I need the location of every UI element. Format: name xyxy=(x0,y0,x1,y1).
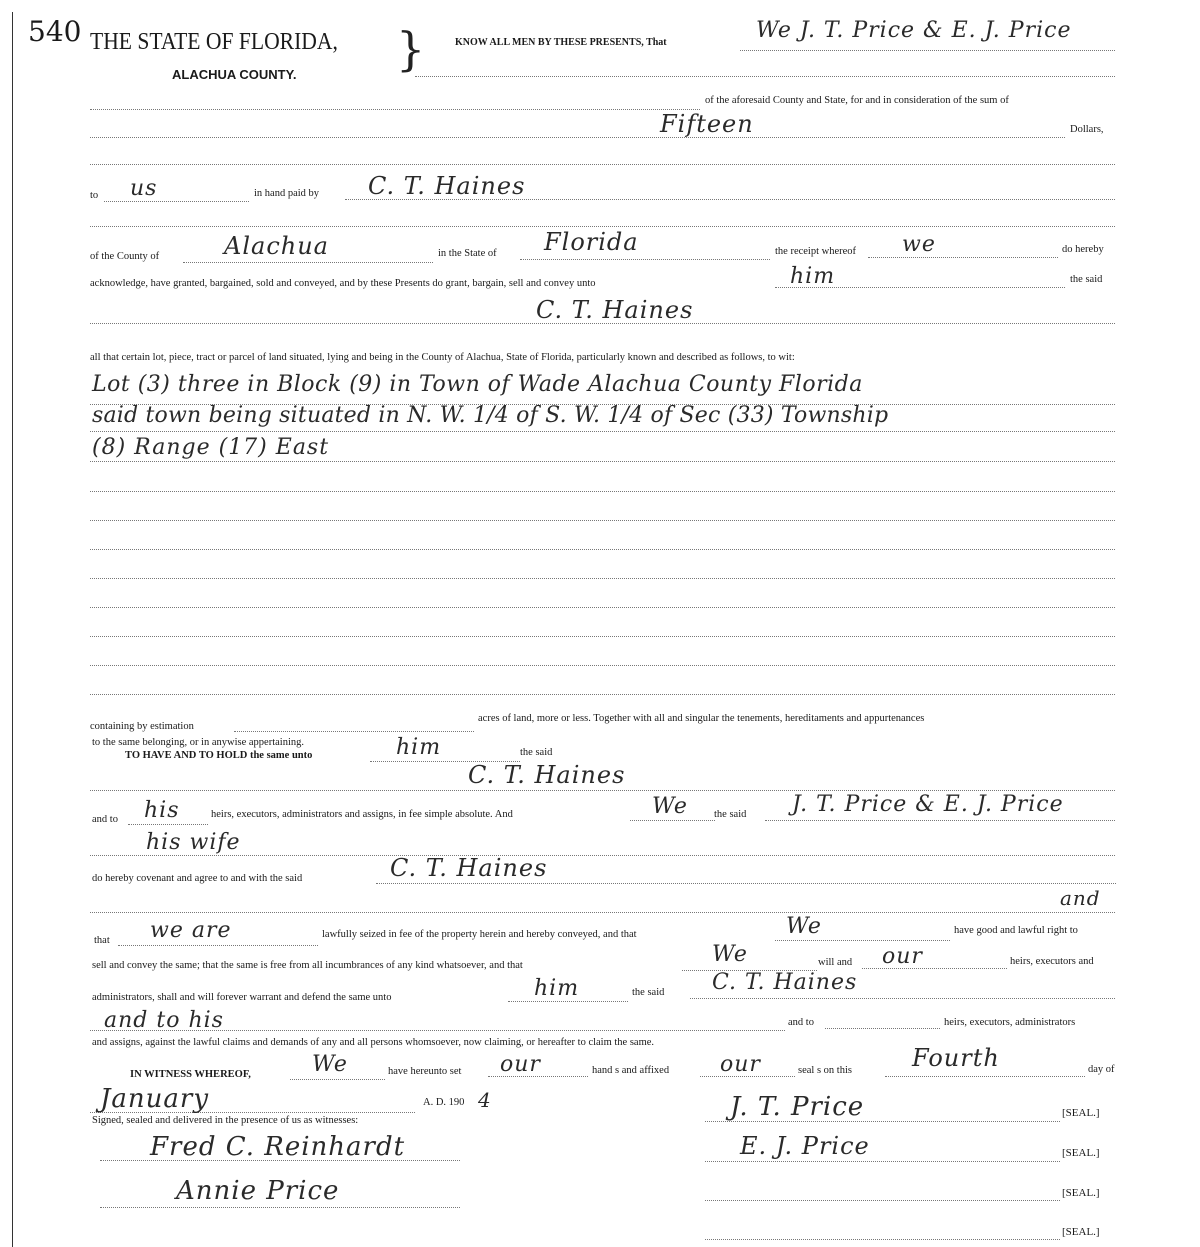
desc-line xyxy=(90,431,1115,432)
blank-line xyxy=(90,491,1115,492)
ad-text: A. D. 190 xyxy=(423,1097,465,1108)
hw-our-hand: our xyxy=(500,1052,541,1077)
hw-grantee: C. T. Haines xyxy=(536,296,694,324)
heirs-exec-text: heirs, executors and xyxy=(1010,956,1094,967)
the-said-text-2: the said xyxy=(520,747,553,758)
header-brace: } xyxy=(396,22,426,76)
of-county-text: of the County of xyxy=(90,251,160,262)
to-text: to xyxy=(90,190,99,201)
in-witness-text: IN WITNESS WHEREOF, xyxy=(130,1069,251,1080)
signed-sealed-text: Signed, sealed and delivered in the presence of us as witnesses: xyxy=(92,1115,359,1126)
dollars-text: Dollars, xyxy=(1070,124,1104,135)
assigns-against-text: and assigns, against the lawful claims and demands of any and all persons whomsoever, now claiming, or hereafter to claim the same. xyxy=(92,1037,655,1048)
and-to-text-2: and to xyxy=(788,1017,814,1028)
seal-label-3: [SEAL.] xyxy=(1062,1187,1100,1199)
to-have-text: TO HAVE AND TO HOLD the same unto xyxy=(125,750,313,761)
state-line xyxy=(520,259,770,260)
heirs-line xyxy=(128,824,208,825)
hereunto-text: have hereunto set xyxy=(388,1066,462,1077)
administrators-text: administrators, shall and will forever warrant and defend the same unto xyxy=(92,992,392,1003)
defend-grantee-line xyxy=(690,998,1115,999)
page-number: 540 xyxy=(28,15,82,48)
the-said-text-3: the said xyxy=(714,809,747,820)
signature-line-2 xyxy=(705,1161,1060,1162)
hw-witness-1: Fred C. Reinhardt xyxy=(150,1132,406,1162)
that-text: that xyxy=(94,935,110,946)
defend-unto-line xyxy=(508,1001,628,1002)
hw-year-digit: 4 xyxy=(478,1088,492,1112)
hand-text: hand s and affixed xyxy=(592,1065,670,1076)
hw-our: our xyxy=(882,944,923,969)
to-same-text: to the same belonging, or in anywise appertaining. xyxy=(92,737,304,748)
hw-unto: him xyxy=(790,264,836,289)
said-grantors-line xyxy=(765,820,1115,821)
do-hereby-text: do hereby xyxy=(1062,244,1104,255)
to-line xyxy=(104,201,249,202)
blank-line xyxy=(90,694,1115,695)
blank-line xyxy=(90,636,1115,637)
seal-label-4: [SEAL.] xyxy=(1062,1226,1100,1238)
county-title: ALACHUA COUNTY. xyxy=(172,67,297,82)
blank-line xyxy=(415,76,1115,77)
hw-amount: Fifteen xyxy=(660,110,754,138)
hw-his-wife: his wife xyxy=(146,830,241,855)
heirs-admin-line xyxy=(825,1028,940,1029)
hw-our-seal: our xyxy=(720,1052,761,1077)
hw-defend-grantee: C. T. Haines xyxy=(712,970,858,995)
blank-line xyxy=(90,578,1115,579)
hw-that-we: We xyxy=(786,914,822,939)
that-we-line xyxy=(775,940,950,941)
hw-and-we: We xyxy=(652,794,688,819)
blank-line xyxy=(90,665,1115,666)
and-line xyxy=(90,912,1115,913)
hw-hold-grantee: C. T. Haines xyxy=(468,761,626,789)
hw-desc-line-2: said town being situated in N. W. 1/4 of S. W. 1/4 of Sec (33) Township xyxy=(92,403,889,428)
paid-by-text: in hand paid by xyxy=(254,188,320,199)
and-we-line xyxy=(630,820,715,821)
receipt-line xyxy=(868,257,1058,258)
witness-line-2 xyxy=(100,1207,460,1208)
heirs-admin-text: heirs, executors, administrators xyxy=(944,1017,1076,1028)
hw-heirs-of: his xyxy=(144,798,180,823)
amount-line xyxy=(90,137,1065,138)
hw-receipt-by: we xyxy=(902,232,936,257)
hw-signature-1: J. T. Price xyxy=(730,1092,865,1122)
hw-county: Alachua xyxy=(224,232,329,260)
hw-paid-by: C. T. Haines xyxy=(368,172,526,200)
seal-label-2: [SEAL.] xyxy=(1062,1147,1100,1159)
hw-day: Fourth xyxy=(912,1044,1000,1072)
blank-line xyxy=(90,109,700,110)
acknowledge-text: acknowledge, have granted, bargained, sold and conveyed, and by these Presents do grant, bargain, sell and convey unto xyxy=(90,278,596,289)
seal-label-1: [SEAL.] xyxy=(1062,1107,1100,1119)
hw-we-will: We xyxy=(712,942,748,967)
hw-desc-line-3: (8) Range (17) East xyxy=(92,435,330,460)
hw-grantors: We J. T. Price & E. J. Price xyxy=(756,18,1072,43)
blank-line xyxy=(90,226,1115,227)
all-that-text: all that certain lot, piece, tract or parcel of land situated, lying and being in the County of Alachua, State of Florida, particularly known and described as follows, to wit: xyxy=(90,352,795,363)
signature-line-3 xyxy=(705,1200,1060,1201)
hw-desc-line-1: Lot (3) three in Block (9) in Town of Wade Alachua County Florida xyxy=(92,372,863,397)
hw-defend-unto: him xyxy=(534,976,580,1001)
heirs-text: heirs, executors, administrators and assigns, in fee simple absolute. And xyxy=(211,809,513,820)
hw-witness-2: Annie Price xyxy=(176,1176,340,1206)
page-edge-line xyxy=(12,12,13,1247)
hw-month: January xyxy=(100,1084,210,1114)
covenant-line xyxy=(376,883,1116,884)
state-title: THE STATE OF FLORIDA, xyxy=(90,29,338,55)
grantors-line xyxy=(740,50,1115,51)
blank-line xyxy=(90,549,1115,550)
know-all-men: KNOW ALL MEN BY THESE PRESENTS, That xyxy=(455,37,667,48)
receipt-text: the receipt whereof xyxy=(775,246,857,257)
acres-text: acres of land, more or less. Together with all and singular the tenements, hereditaments and appurtenances xyxy=(478,713,925,724)
hw-signature-2: E. J. Price xyxy=(740,1132,870,1160)
day-line xyxy=(885,1076,1085,1077)
we-are-line xyxy=(118,945,318,946)
in-state-text: in the State of xyxy=(438,248,497,259)
hw-we-are: we are xyxy=(150,918,232,943)
witness-we-line xyxy=(290,1079,385,1080)
desc-line xyxy=(90,461,1115,462)
containing-text: containing by estimation xyxy=(90,721,194,732)
hw-and-word: and xyxy=(1060,886,1101,910)
covenant-text: do hereby covenant and agree to and with the said xyxy=(92,873,303,884)
day-of-text: day of xyxy=(1088,1064,1115,1075)
hw-covenant-with: C. T. Haines xyxy=(390,854,548,882)
hw-to-whom: us xyxy=(130,176,158,201)
hw-state: Florida xyxy=(544,228,639,256)
and-to-text: and to xyxy=(92,814,118,825)
sell-convey-text: sell and convey the same; that the same is free from all incumbrances of any kind whatsoever, and that xyxy=(92,960,523,971)
blank-line xyxy=(90,520,1115,521)
good-right-text: have good and lawful right to xyxy=(954,925,1078,936)
hw-said-grantors: J. T. Price & E. J. Price xyxy=(792,792,1064,817)
blank-line xyxy=(90,164,1115,165)
county-line xyxy=(183,262,433,263)
hw-and-to-his: and to his xyxy=(104,1008,224,1033)
aforesaid-text: of the aforesaid County and State, for and in consideration of the sum of xyxy=(705,95,1009,106)
will-and-text: will and xyxy=(818,957,853,968)
signature-line-4 xyxy=(705,1239,1060,1240)
hold-grantee-line xyxy=(90,790,1115,791)
seal-text: seal s on this xyxy=(798,1065,852,1076)
the-said-text-4: the said xyxy=(632,987,665,998)
hw-hold-unto: him xyxy=(396,735,442,760)
lawfully-text: lawfully seized in fee of the property herein and hereby conveyed, and that xyxy=(322,929,637,940)
hw-witness-we: We xyxy=(312,1052,348,1077)
the-said-text-1: the said xyxy=(1070,274,1103,285)
his-wife-line xyxy=(90,855,1115,856)
blank-line xyxy=(90,607,1115,608)
acres-line xyxy=(234,731,474,732)
